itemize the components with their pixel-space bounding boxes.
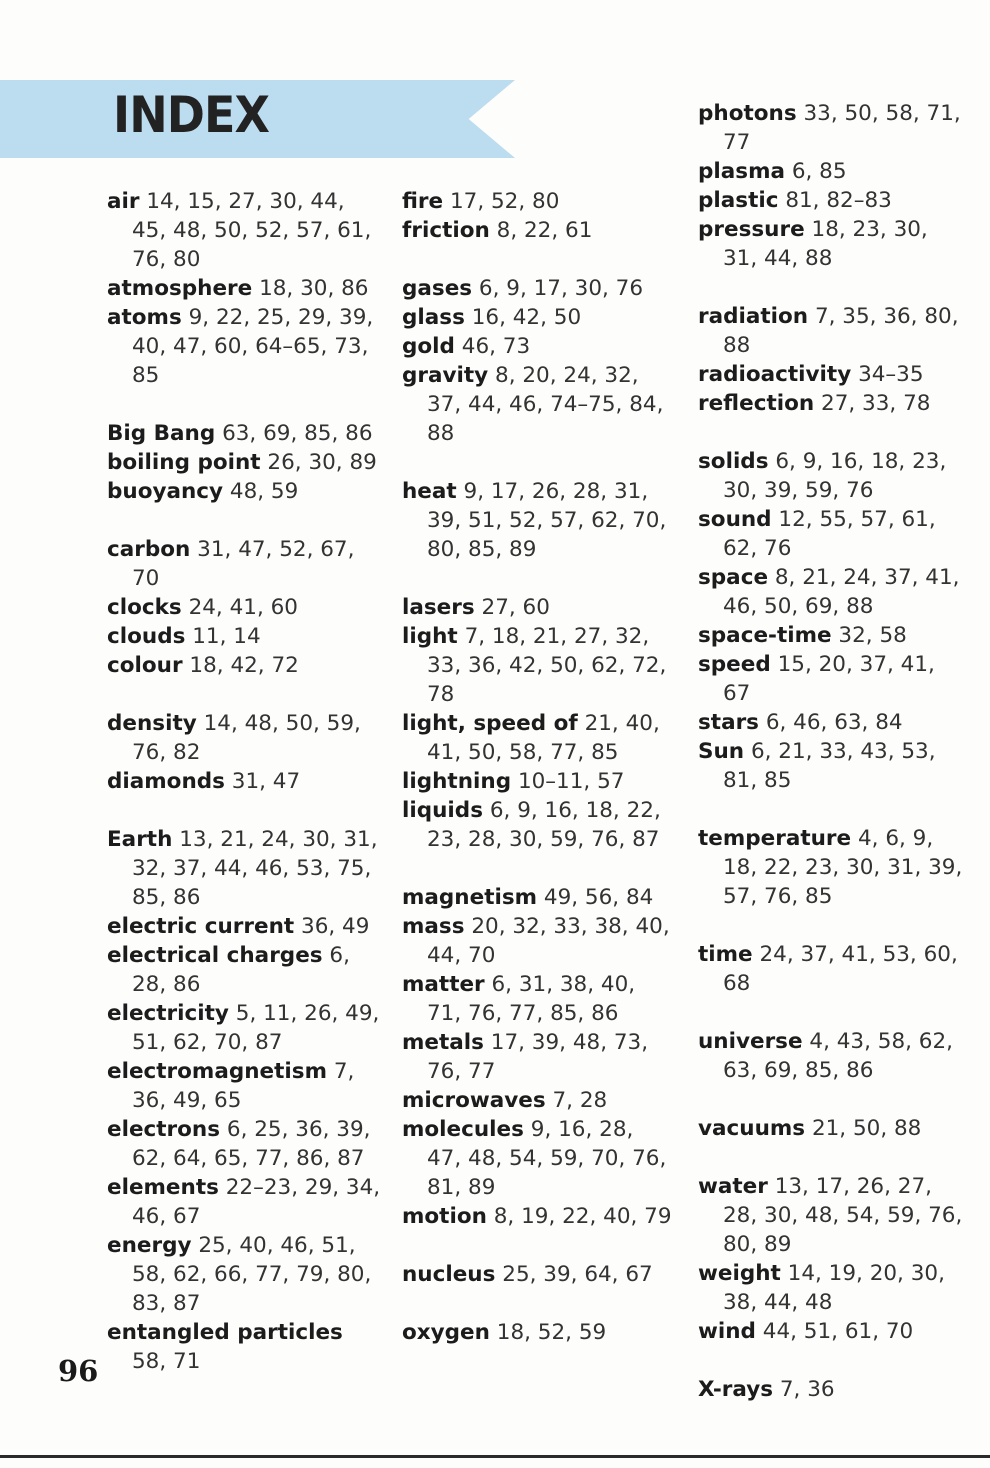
index-entry (107, 941, 382, 999)
index-pages: 6, 9, 16, 18, 22, 23, 28, 30, 59, 76, 87 (427, 798, 661, 852)
index-term: radioactivity (698, 362, 852, 387)
index-pages: 11, 14 (192, 624, 261, 649)
index-pages: 15, 20, 37, 41, 67 (723, 652, 935, 706)
index-pages: 14, 15, 27, 30, 44, 45, 48, 50, 52, 57, 61, 76, 80 (132, 189, 372, 272)
index-pages: 25, 40, 46, 51, 58, 62, 66, 77, 79, 80, 83, 87 (132, 1233, 372, 1316)
index-entry (698, 563, 968, 621)
index-term: stars (698, 710, 759, 735)
index-term: liquids (402, 798, 483, 823)
index-pages: 22–23, 29, 34, 46, 67 (132, 1175, 381, 1229)
index-entry (698, 157, 968, 186)
index-pages: 27, 33, 78 (821, 391, 931, 416)
index-entry (698, 215, 968, 273)
index-entry (698, 737, 968, 795)
index-term: matter (402, 972, 485, 997)
index-pages: 16, 42, 50 (471, 305, 582, 330)
index-pages: 14, 19, 20, 30, 38, 44, 48 (723, 1261, 945, 1315)
index-entry (107, 477, 382, 506)
index-term: friction (402, 218, 490, 243)
index-pages: 58, 71 (132, 1349, 201, 1374)
index-entry (107, 651, 382, 680)
index-entry (698, 621, 968, 650)
index-pages: 32, 58 (838, 623, 907, 648)
index-entry (107, 1057, 382, 1115)
index-pages: 26, 30, 89 (267, 450, 377, 475)
index-entry (402, 970, 674, 1028)
index-pages: 17, 39, 48, 73, 76, 77 (427, 1030, 649, 1084)
index-pages: 8, 19, 22, 40, 79 (493, 1204, 672, 1229)
index-entry (402, 303, 674, 332)
index-entry (402, 1202, 674, 1231)
index-pages: 81, 82–83 (785, 188, 892, 213)
index-term: boiling point (107, 450, 261, 475)
index-entry (402, 912, 674, 970)
index-pages: 6, 25, 36, 39, 62, 64, 65, 77, 86, 87 (132, 1117, 371, 1171)
index-term: water (698, 1174, 768, 1199)
index-term: temperature (698, 826, 852, 851)
index-term: gold (402, 334, 455, 359)
index-pages: 63, 69, 85, 86 (222, 421, 373, 446)
index-entry (402, 593, 674, 622)
index-term: carbon (107, 537, 191, 562)
index-pages: 13, 17, 26, 27, 28, 30, 48, 54, 59, 76, 80, 89 (723, 1174, 963, 1257)
index-pages: 44, 51, 61, 70 (762, 1319, 914, 1344)
index-term: clouds (107, 624, 186, 649)
index-pages: 6, 21, 33, 43, 53, 81, 85 (723, 739, 936, 793)
index-entry (698, 824, 968, 911)
index-pages: 9, 17, 26, 28, 31, 39, 51, 52, 57, 62, 70, 80, 85, 89 (427, 479, 667, 562)
index-pages: 9, 22, 25, 29, 39, 40, 47, 60, 64–65, 73, 85 (132, 305, 374, 388)
index-entry (402, 622, 674, 709)
index-term: electric current (107, 914, 295, 939)
index-term: diamonds (107, 769, 225, 794)
index-pages: 18, 23, 30, 31, 44, 88 (723, 217, 928, 271)
index-pages: 18, 42, 72 (189, 653, 299, 678)
index-entry (402, 477, 674, 564)
index-pages: 8, 21, 24, 37, 41, 46, 50, 69, 88 (723, 565, 960, 619)
index-term: colour (107, 653, 183, 678)
index-entry (107, 535, 382, 593)
index-pages: 5, 11, 26, 49, 51, 62, 70, 87 (132, 1001, 380, 1055)
index-entry (698, 1114, 968, 1143)
index-term: atmosphere (107, 276, 253, 301)
index-entry (107, 274, 382, 303)
index-pages: 46, 73 (461, 334, 531, 359)
index-term: gravity (402, 363, 489, 388)
page-title: INDEX (113, 86, 270, 144)
index-pages: 4, 43, 58, 62, 63, 69, 85, 86 (723, 1029, 953, 1083)
index-term: electricity (107, 1001, 229, 1026)
index-term: lightning (402, 769, 512, 794)
index-term: vacuums (698, 1116, 806, 1141)
index-pages: 31, 47 (231, 769, 301, 794)
index-term: universe (698, 1029, 803, 1054)
index-entry (698, 99, 968, 157)
index-term: glass (402, 305, 465, 330)
index-entry (402, 796, 674, 854)
index-pages: 7, 18, 21, 27, 32, 33, 36, 42, 50, 62, 72, 78 (427, 624, 667, 707)
index-entry (107, 767, 382, 796)
index-term: Earth (107, 827, 173, 852)
index-term: reflection (698, 391, 815, 416)
index-pages: 6, 85 (791, 159, 847, 184)
index-pages: 8, 20, 24, 32, 37, 44, 46, 74–75, 84, 88 (427, 363, 664, 446)
index-pages: 21, 40, 41, 50, 58, 77, 85 (427, 711, 660, 765)
index-pages: 34–35 (858, 362, 924, 387)
index-entry (698, 1259, 968, 1317)
index-term: nucleus (402, 1262, 496, 1287)
page-number: 96 (58, 1354, 99, 1388)
index-pages: 24, 41, 60 (188, 595, 298, 620)
index-entry (698, 1172, 968, 1259)
index-term: Sun (698, 739, 745, 764)
index-term: plasma (698, 159, 785, 184)
index-term: elements (107, 1175, 219, 1200)
index-column-2 (402, 187, 674, 1347)
index-entry (698, 940, 968, 998)
bottom-rule (0, 1455, 990, 1458)
index-pages: 27, 60 (481, 595, 550, 620)
index-term: microwaves (402, 1088, 546, 1113)
index-pages: 7, 36 (779, 1377, 835, 1402)
index-entry (698, 1027, 968, 1085)
index-entry (402, 1115, 674, 1202)
index-pages: 6, 9, 17, 30, 76 (478, 276, 644, 301)
index-entry (107, 187, 382, 274)
index-term: gases (402, 276, 473, 301)
index-entry (107, 999, 382, 1057)
index-entry (402, 216, 674, 245)
index-pages: 18, 30, 86 (259, 276, 369, 301)
index-entry (107, 1173, 382, 1231)
index-term: fire (402, 189, 444, 214)
index-entry (107, 912, 382, 941)
index-entry (698, 447, 968, 505)
index-term: wind (698, 1319, 756, 1344)
index-entry (107, 419, 382, 448)
index-term: space (698, 565, 769, 590)
index-pages: 14, 48, 50, 59, 76, 82 (132, 711, 361, 765)
index-pages: 49, 56, 84 (543, 885, 654, 910)
index-term: electrical charges (107, 943, 323, 968)
index-entry (402, 1028, 674, 1086)
index-term: molecules (402, 1117, 524, 1142)
index-entry (402, 767, 674, 796)
index-pages: 10–11, 57 (517, 769, 625, 794)
index-entry (107, 593, 382, 622)
index-entry (698, 302, 968, 360)
index-pages: 20, 32, 33, 38, 40, 44, 70 (427, 914, 670, 968)
index-term: solids (698, 449, 769, 474)
index-term: motion (402, 1204, 487, 1229)
index-term: magnetism (402, 885, 538, 910)
index-term: electrons (107, 1117, 221, 1142)
index-pages: 7, 36, 49, 65 (132, 1059, 355, 1113)
index-term: electromagnetism (107, 1059, 327, 1084)
index-pages: 25, 39, 64, 67 (502, 1262, 653, 1287)
index-column-1 (107, 187, 382, 1376)
index-entry (107, 1318, 382, 1376)
index-entry (698, 360, 968, 389)
index-entry (402, 709, 674, 767)
index-term: radiation (698, 304, 809, 329)
index-entry (107, 709, 382, 767)
index-entry (698, 389, 968, 418)
index-term: space-time (698, 623, 832, 648)
index-pages: 18, 52, 59 (496, 1320, 607, 1345)
index-term: buoyancy (107, 479, 224, 504)
index-term: X-rays (698, 1377, 774, 1402)
index-pages: 9, 16, 28, 47, 48, 54, 59, 70, 76, 81, 89 (427, 1117, 667, 1200)
index-term: air (107, 189, 140, 214)
index-pages: 6, 46, 63, 84 (765, 710, 903, 735)
index-term: weight (698, 1261, 781, 1286)
index-term: heat (402, 479, 457, 504)
index-pages: 6, 28, 86 (132, 943, 350, 997)
index-entry (402, 1318, 674, 1347)
index-pages: 21, 50, 88 (811, 1116, 922, 1141)
index-entry (402, 1086, 674, 1115)
index-entry (698, 1317, 968, 1346)
index-pages: 12, 55, 57, 61, 62, 76 (723, 507, 936, 561)
index-term: photons (698, 101, 797, 126)
index-pages: 31, 47, 52, 67, 70 (132, 537, 355, 591)
index-pages: 17, 52, 80 (449, 189, 560, 214)
index-pages: 48, 59 (229, 479, 299, 504)
index-pages: 33, 50, 58, 71, 77 (723, 101, 961, 155)
index-term: lasers (402, 595, 475, 620)
index-entry (402, 883, 674, 912)
index-entry (107, 825, 382, 912)
index-column-3 (698, 99, 968, 1404)
index-term: clocks (107, 595, 182, 620)
index-term: light (402, 624, 458, 649)
index-pages: 8, 22, 61 (496, 218, 593, 243)
index-term: speed (698, 652, 771, 677)
index-entry (698, 708, 968, 737)
index-term: entangled particles (107, 1320, 343, 1345)
index-term: sound (698, 507, 772, 532)
index-entry (402, 361, 674, 448)
index-entry (698, 505, 968, 563)
index-entry (107, 448, 382, 477)
index-term: oxygen (402, 1320, 490, 1345)
index-pages: 4, 6, 9, 18, 22, 23, 30, 31, 39, 57, 76, 85 (723, 826, 963, 909)
index-pages: 6, 31, 38, 40, 71, 76, 77, 85, 86 (427, 972, 636, 1026)
index-pages: 36, 49 (301, 914, 370, 939)
index-entry (698, 650, 968, 708)
index-term: energy (107, 1233, 192, 1258)
index-term: atoms (107, 305, 182, 330)
index-term: time (698, 942, 753, 967)
index-entry (402, 332, 674, 361)
index-pages: 7, 28 (552, 1088, 608, 1113)
index-entry (402, 274, 674, 303)
index-term: density (107, 711, 197, 736)
index-entry (402, 1260, 674, 1289)
index-term: plastic (698, 188, 779, 213)
index-term: mass (402, 914, 465, 939)
index-entry (107, 303, 382, 390)
index-entry (107, 622, 382, 651)
index-pages: 7, 35, 36, 80, 88 (723, 304, 959, 358)
index-entry (698, 186, 968, 215)
index-entry (107, 1115, 382, 1173)
index-term: Big Bang (107, 421, 216, 446)
index-pages: 6, 9, 16, 18, 23, 30, 39, 59, 76 (723, 449, 947, 503)
index-term: metals (402, 1030, 484, 1055)
index-pages: 13, 21, 24, 30, 31, 32, 37, 44, 46, 53, 75, 85, 86 (132, 827, 378, 910)
index-entry (698, 1375, 968, 1404)
index-pages: 24, 37, 41, 53, 60, 68 (723, 942, 958, 996)
index-term: pressure (698, 217, 805, 242)
index-entry (402, 187, 674, 216)
index-entry (107, 1231, 382, 1318)
index-term: light, speed of (402, 711, 578, 736)
